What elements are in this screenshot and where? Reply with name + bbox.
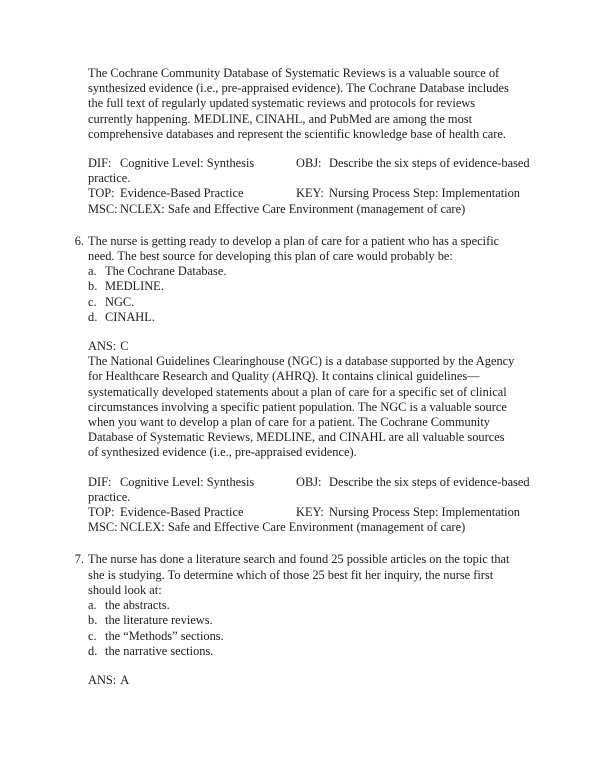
top-field: [88, 505, 244, 520]
metadata-block-1: [70, 156, 530, 217]
top-label: TOP:: [88, 186, 115, 201]
question-7-stem: The nurse has done a literature search and found 25 possible articles on the topic that she is studying. To determine which of those 25 best fit her inquiry, the nurse first should look at:: [88, 552, 510, 597]
choice-letter: d.: [88, 309, 98, 324]
question-6-choice-a[interactable]: [88, 264, 515, 279]
obj-field: [296, 475, 530, 490]
question-7-number: 7.: [74, 552, 84, 567]
msc-field: [88, 520, 465, 535]
obj-label: OBJ:: [296, 474, 322, 489]
question-6-number: 6.: [74, 233, 84, 248]
key-value: Nursing Process Step: Implementation: [329, 186, 520, 201]
spacer: [70, 325, 515, 339]
answer-label: ANS:: [88, 339, 117, 354]
answer-value: C: [120, 339, 129, 354]
choice-text: the “Methods” sections.: [105, 628, 224, 643]
spacer: [70, 535, 515, 552]
question-6-rationale: The National Guidelines Clearinghouse (NGC) is a database supported by the Agency for Healthcare Research and Quality (AHRQ). It contains clinical guidelines—systematically developed statements about a plan of care for a specific set of clinical circumstances involving a specific patient population. The NGC is a valuable source when you want to develop a plan of care for a patient. The Cochrane Community Database of Systematic Reviews, MEDLINE, and CINAHL are all valuable sources of synthesized evidence (i.e., pre-appraised evidence).: [88, 354, 515, 460]
key-label: KEY:: [296, 186, 324, 201]
choice-letter: d.: [88, 643, 98, 658]
answer-label: ANS:: [88, 672, 117, 687]
metadata-row-dif-obj: [88, 474, 530, 490]
metadata-row-top-key: [88, 186, 520, 201]
question-7-choice-b[interactable]: [88, 613, 515, 628]
choice-letter: c.: [88, 294, 97, 309]
metadata-row-top-key: [88, 505, 520, 520]
dif-field: [88, 156, 254, 171]
question-6-choice-b[interactable]: [88, 279, 515, 294]
choice-text: The Cochrane Database.: [105, 264, 227, 279]
spacer: [70, 659, 515, 673]
msc-value: NCLEX: Safe and Effective Care Environment (management of care): [120, 201, 466, 216]
obj-continuation-1: practice.: [88, 171, 131, 186]
choice-letter: b.: [88, 613, 98, 628]
metadata-row-msc: [88, 202, 515, 217]
question-7-choice-d[interactable]: [88, 644, 515, 659]
choice-letter: c.: [88, 628, 97, 643]
obj-value: Describe the six steps of evidence-based: [329, 474, 530, 489]
question-6: [70, 234, 515, 325]
key-field: [296, 505, 520, 520]
choice-letter: a.: [88, 264, 97, 279]
metadata-row-msc: [88, 520, 515, 535]
dif-field: [88, 475, 254, 490]
question-7-choice-a[interactable]: [88, 598, 515, 613]
top-value: Evidence-Based Practice: [120, 186, 244, 201]
question-6-stem: The nurse is getting ready to develop a plan of care for a patient who has a specific need. The best source for developing this plan of care would probably be:: [88, 233, 500, 264]
page-content: [70, 66, 530, 688]
obj-continuation-2: practice.: [88, 489, 131, 504]
choice-text: MEDLINE.: [105, 279, 164, 294]
question-6-choice-c[interactable]: [88, 295, 515, 310]
question-7-choices: [88, 598, 515, 659]
metadata-row-dif-obj: [88, 156, 530, 171]
obj-value: Describe the six steps of evidence-based: [329, 156, 530, 171]
question-6-answer: [70, 339, 515, 354]
question-7-choice-c[interactable]: [88, 629, 515, 644]
msc-label: MSC:: [88, 201, 118, 216]
metadata-block-2: [70, 474, 530, 536]
dif-value: Cognitive Level: Synthesis: [120, 474, 255, 489]
spacer: [70, 461, 515, 475]
top-value: Evidence-Based Practice: [120, 505, 244, 520]
spacer: [70, 142, 515, 156]
choice-letter: b.: [88, 279, 98, 294]
question-6-choice-d[interactable]: [88, 310, 515, 325]
msc-value: NCLEX: Safe and Effective Care Environment (management of care): [120, 520, 466, 535]
top-label: TOP:: [88, 505, 115, 520]
choice-letter: a.: [88, 598, 97, 613]
key-value: Nursing Process Step: Implementation: [329, 505, 520, 520]
intro-rationale-paragraph: The Cochrane Community Database of Systematic Reviews is a valuable source of synthesized evidence (i.e., pre-appraised evidence). The Cochrane Database includes the full text of regularly updated systematic reviews and protocols for reviews currently happening. MEDLINE, CINAHL, and PubMed are among the most comprehensive databases and represent the scientific knowledge base of health care.: [88, 66, 509, 141]
key-field: [296, 186, 520, 201]
question-7-answer: [70, 673, 515, 688]
choice-text: CINAHL.: [105, 309, 155, 324]
dif-label: DIF:: [88, 474, 112, 489]
dif-value: Cognitive Level: Synthesis: [120, 156, 255, 171]
question-6-choices: [88, 264, 515, 325]
msc-label: MSC:: [88, 520, 118, 535]
top-field: [88, 186, 244, 201]
choice-text: NGC.: [105, 294, 135, 309]
choice-text: the abstracts.: [105, 598, 170, 613]
key-label: KEY:: [296, 505, 324, 520]
choice-text: the narrative sections.: [105, 643, 214, 658]
spacer: [70, 217, 515, 234]
obj-label: OBJ:: [296, 156, 322, 171]
choice-text: the literature reviews.: [105, 613, 213, 628]
question-7: [70, 552, 515, 658]
msc-field: [88, 202, 465, 217]
answer-value: A: [120, 672, 130, 687]
obj-field: [296, 156, 530, 171]
dif-label: DIF:: [88, 156, 112, 171]
